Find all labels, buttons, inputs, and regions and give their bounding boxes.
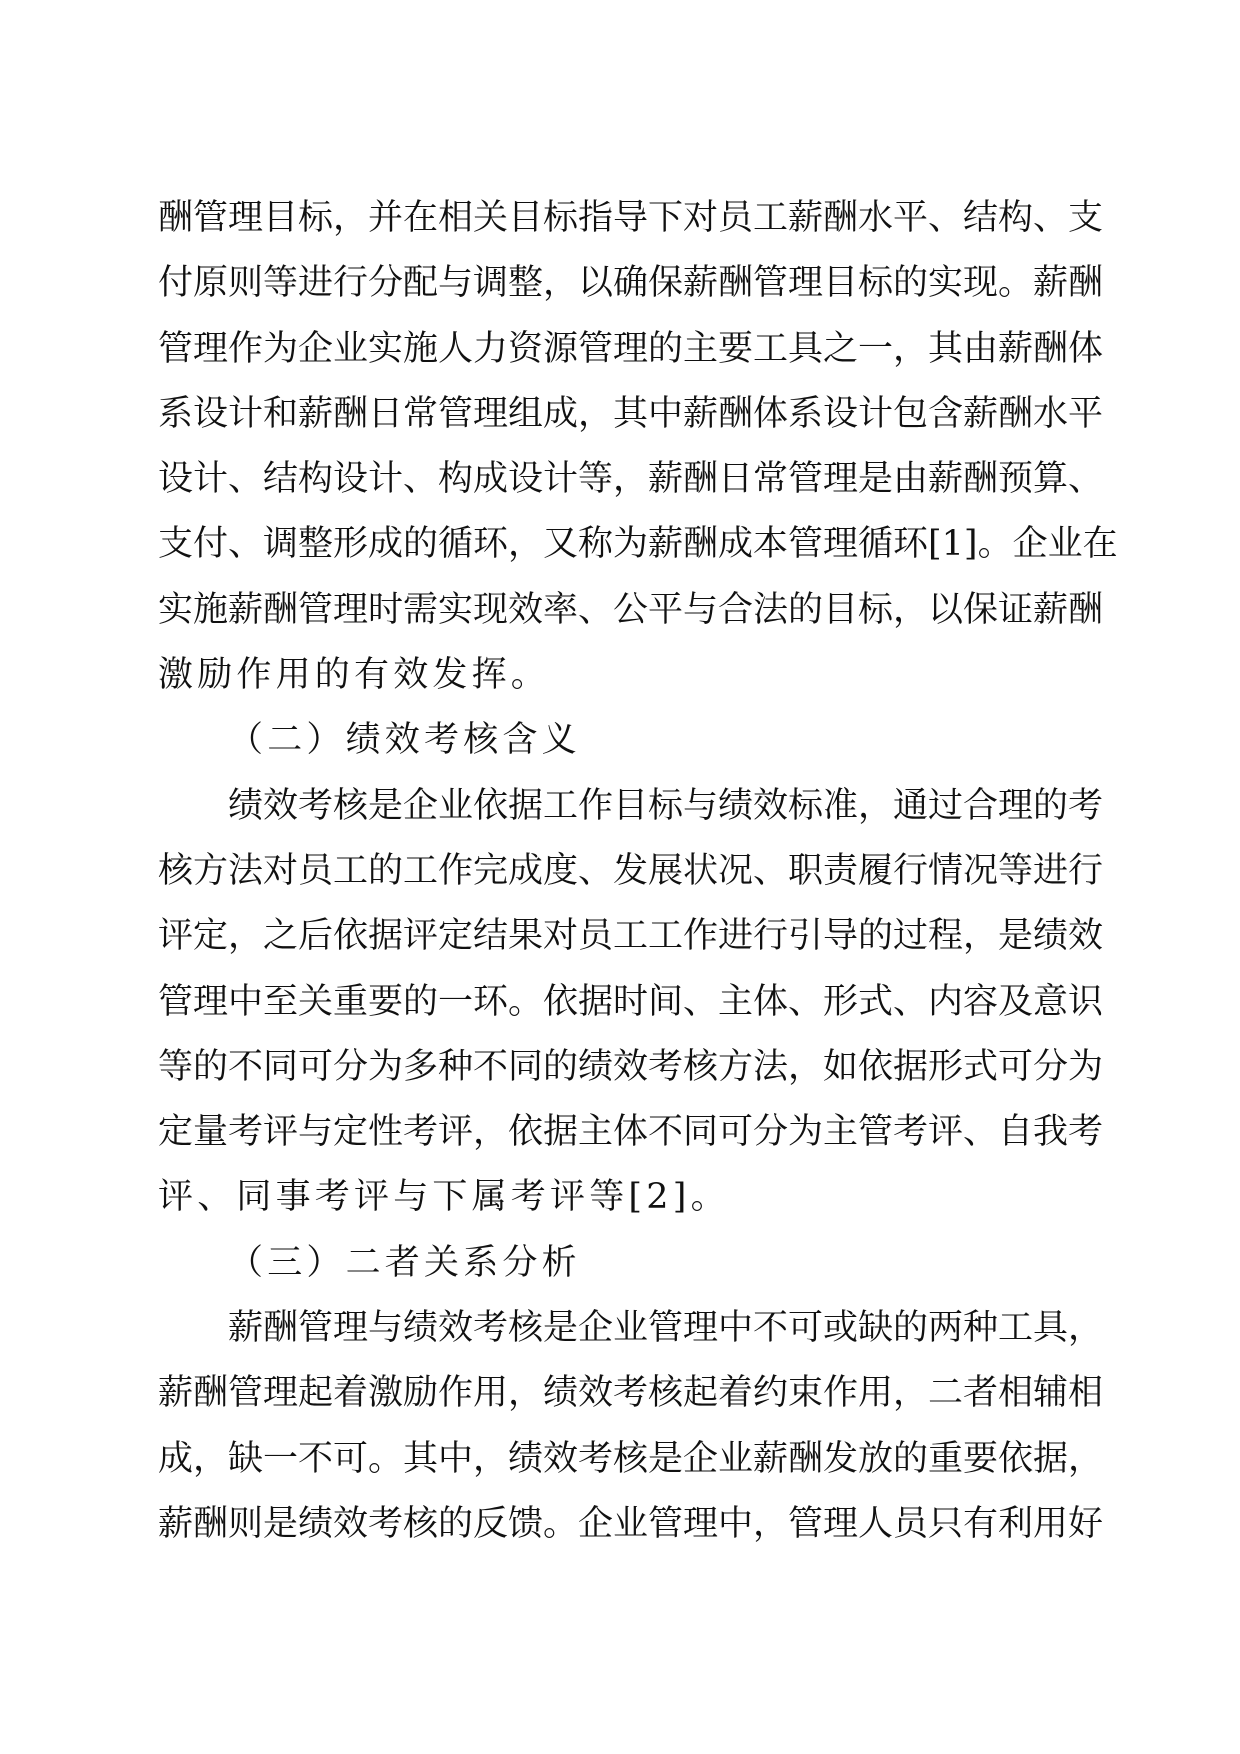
text-line: 管理作为企业实施人力资源管理的主要工具之一，其由薪酬体 <box>158 328 1104 369</box>
text-line: 定量考评与定性考评，依据主体不同可分为主管考评、自我考 <box>158 1112 1104 1153</box>
body-text <box>158 186 1118 1557</box>
text-line: 付原则等进行分配与调整，以确保薪酬管理目标的实现。薪酬 <box>158 263 1104 304</box>
text-line: 等的不同可分为多种不同的绩效考核方法，如依据形式可分为 <box>158 1046 1104 1087</box>
text-line: 薪酬则是绩效考核的反馈。企业管理中，管理人员只有利用好 <box>158 1503 1104 1544</box>
text-line: 设计、结构设计、构成设计等，薪酬日常管理是由薪酬预算、 <box>158 459 1104 500</box>
text-line: 评、同事考评与下属考评等[2]。 <box>158 1177 730 1218</box>
text-line: 绩效考核是企业依据工作目标与绩效标准，通过合理的考 <box>228 785 1104 826</box>
text-line: 核方法对员工的工作完成度、发展状况、职责履行情况等进行 <box>158 850 1104 891</box>
text-line: 成，缺一不可。其中，绩效考核是企业薪酬发放的重要依据， <box>158 1438 1104 1479</box>
text-line: 系设计和薪酬日常管理组成，其中薪酬体系设计包含薪酬水平 <box>158 393 1104 434</box>
text-line: 评定，之后依据评定结果对员工工作进行引导的过程，是绩效 <box>158 916 1104 957</box>
text-line: 薪酬管理与绩效考核是企业管理中不可或缺的两种工具， <box>228 1308 1104 1349</box>
section-heading: （二）绩效考核含义 <box>228 720 581 761</box>
text-line: 支付、调整形成的循环，又称为薪酬成本管理循环[1]。企业在 <box>158 524 1118 565</box>
text-line: 管理中至关重要的一环。依据时间、主体、形式、内容及意识 <box>158 981 1104 1022</box>
text-line: 酬管理目标，并在相关目标指导下对员工薪酬水平、结构、支 <box>158 198 1104 238</box>
text-line: 薪酬管理起着激励作用，绩效考核起着约束作用，二者相辅相 <box>158 1373 1104 1414</box>
text-line: 激励作用的有效发挥。 <box>158 655 551 696</box>
section-heading: （三）二者关系分析 <box>228 1242 581 1283</box>
text-line: 实施薪酬管理时需实现效率、公平与合法的目标，以保证薪酬 <box>158 589 1104 630</box>
